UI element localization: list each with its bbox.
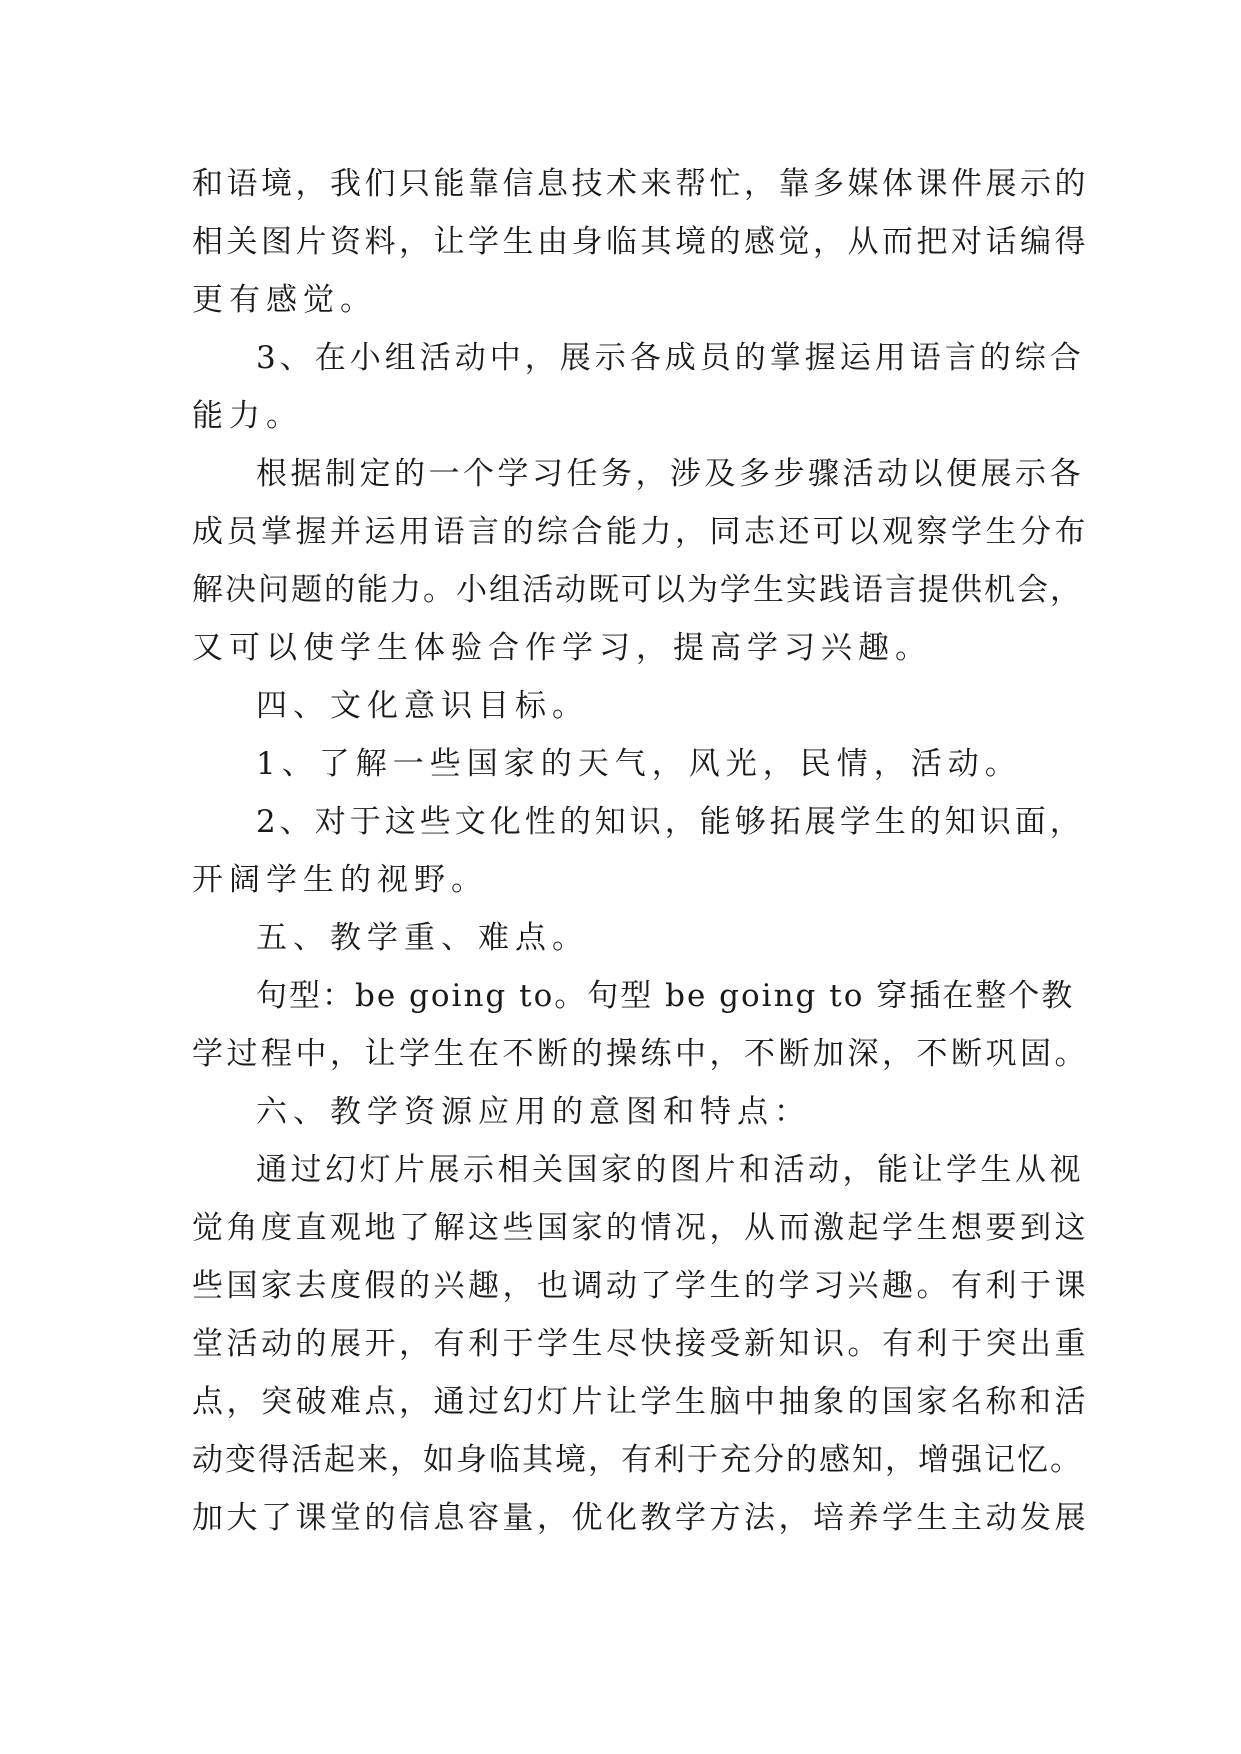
body-text-line: 堂活动的展开，有利于学生尽快接受新知识。有利于突出重 — [192, 1326, 1089, 1362]
body-text-line: 加大了课堂的信息容量，优化教学方法，培养学生主动发展 — [192, 1500, 1089, 1536]
section-heading-6: 六、教学资源应用的意图和特点： — [256, 1094, 811, 1130]
paragraph-start: 根据制定的一个学习任务，涉及多步骤活动以便展示各 — [256, 456, 1084, 492]
paragraph-start: 句型：be going to。句型 be going to 穿插在整个教 — [256, 978, 1075, 1014]
body-text-line: 学过程中，让学生在不断的操练中，不断加深，不断巩固。 — [192, 1036, 1089, 1072]
numbered-item-2: 2、对于这些文化性的知识，能够拓展学生的知识面， — [256, 804, 1085, 840]
body-text-line: 解决问题的能力。小组活动既可以为学生实践语言提供机会， — [192, 572, 1083, 608]
body-text-line: 相关图片资料，让学生由身临其境的感觉，从而把对话编得 — [192, 224, 1089, 260]
body-text-line: 成员掌握并运用语言的综合能力，同志还可以观察学生分布 — [192, 514, 1089, 550]
numbered-item-3: 3、在小组活动中，展示各成员的掌握运用语言的综合 — [256, 340, 1085, 376]
body-text-line: 能力。 — [192, 398, 303, 434]
section-heading-5: 五、教学重、难点。 — [256, 920, 589, 956]
section-heading-4: 四、文化意识目标。 — [256, 688, 589, 724]
paragraph-start: 通过幻灯片展示相关国家的图片和活动，能让学生从视 — [256, 1152, 1084, 1188]
body-text-line: 又可以使学生体验合作学习，提高学习兴趣。 — [192, 630, 932, 666]
body-text-line: 觉角度直观地了解这些国家的情况，从而激起学生想要到这 — [192, 1210, 1089, 1246]
body-text-line: 点，突破难点，通过幻灯片让学生脑中抽象的国家名称和活 — [192, 1384, 1089, 1420]
body-text-line: 些国家去度假的兴趣，也调动了学生的学习兴趣。有利于课 — [192, 1268, 1089, 1304]
body-text-line: 和语境，我们只能靠信息技术来帮忙，靠多媒体课件展示的 — [192, 166, 1089, 202]
body-text-line: 更有感觉。 — [192, 282, 377, 318]
numbered-item-1: 1、了解一些国家的天气，风光，民情，活动。 — [256, 746, 1022, 782]
body-text-line: 动变得活起来，如身临其境，有利于充分的感知，增强记忆。 — [192, 1442, 1083, 1478]
body-text-line: 开阔学生的视野。 — [192, 862, 488, 898]
